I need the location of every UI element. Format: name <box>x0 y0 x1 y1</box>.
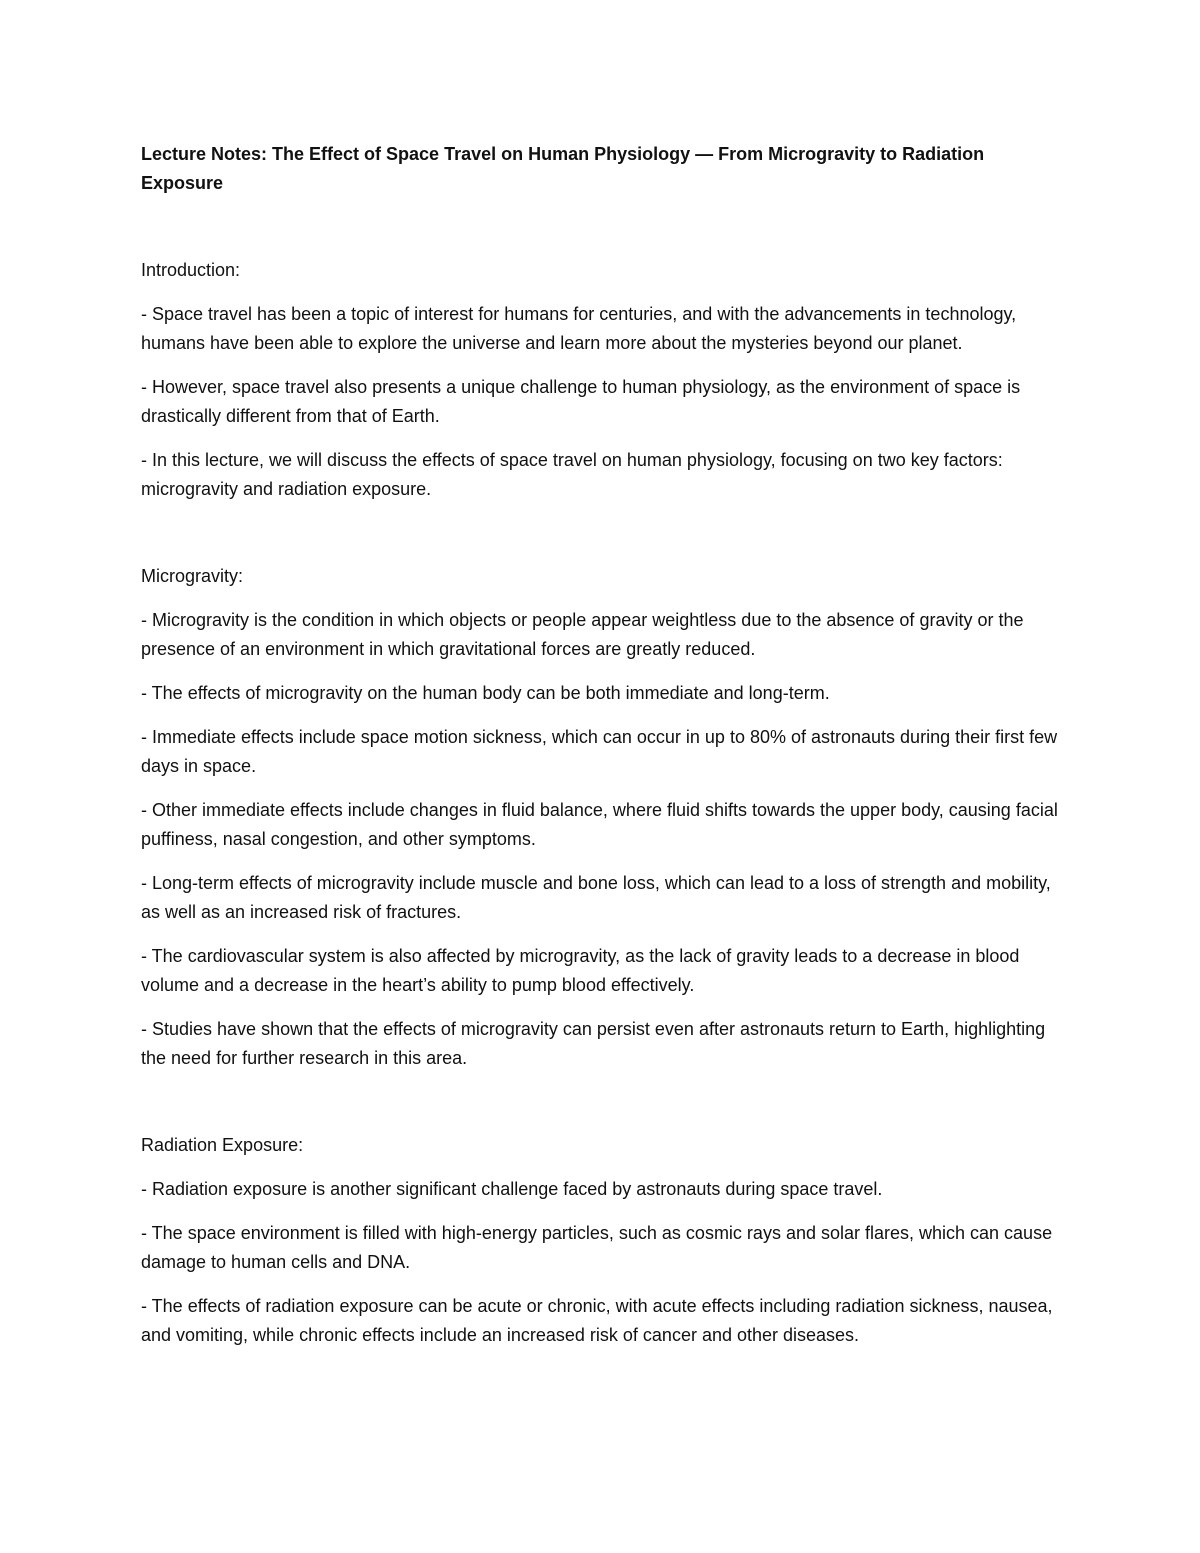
bullet-item: - Long-term effects of microgravity include muscle and bone loss, which can lead to a loss of strength and mobility, as well as an increased risk of fractures. <box>141 873 1051 922</box>
bullet-item: - The space environment is filled with high-energy particles, such as cosmic rays and solar flares, which can cause damage to human cells and DNA. <box>141 1223 1053 1272</box>
bullet-item: - In this lecture, we will discuss the effects of space travel on human physiology, focusing on two key factors: microgravity and radiation exposure. <box>141 450 1003 499</box>
bullet-item: - Studies have shown that the effects of microgravity can persist even after astronauts return to Earth, highlighting the need for further research in this area. <box>141 1019 1046 1068</box>
section-heading: Introduction: <box>141 260 241 280</box>
section-introduction <box>141 256 1061 504</box>
bullet-item: - Microgravity is the condition in which objects or people appear weightless due to the absence of gravity or the presence of an environment in which gravitational forces are greatly reduced. <box>141 610 1024 659</box>
bullet-item: - Space travel has been a topic of interest for humans for centuries, and with the advancements in technology, humans have been able to explore the universe and learn more about the mysteries beyond our planet. <box>141 304 1017 353</box>
section-radiation-exposure <box>141 1131 1061 1350</box>
bullet-item: - The cardiovascular system is also affected by microgravity, as the lack of gravity leads to a decrease in blood volume and a decrease in the heart’s ability to pump blood effectively. <box>141 946 1020 995</box>
bullet-item: - However, space travel also presents a unique challenge to human physiology, as the environment of space is drastically different from that of Earth. <box>141 377 1021 426</box>
bullet-item: - The effects of radiation exposure can be acute or chronic, with acute effects including radiation sickness, nausea, and vomiting, while chronic effects include an increased risk of cancer and other diseases. <box>141 1296 1053 1345</box>
section-heading: Radiation Exposure: <box>141 1135 304 1155</box>
bullet-item: - Radiation exposure is another significant challenge faced by astronauts during space travel. <box>141 1179 883 1199</box>
bullet-item: - The effects of microgravity on the human body can be both immediate and long-term. <box>141 683 830 703</box>
section-microgravity <box>141 562 1061 1073</box>
document-title: Lecture Notes: The Effect of Space Travel on Human Physiology — From Microgravity to Radiation Exposure <box>141 144 985 193</box>
bullet-item: - Other immediate effects include changes in fluid balance, where fluid shifts towards the upper body, causing facial puffiness, nasal congestion, and other symptoms. <box>141 800 1058 849</box>
section-heading: Microgravity: <box>141 566 244 586</box>
document-body <box>141 140 1061 1408</box>
bullet-item: - Immediate effects include space motion sickness, which can occur in up to 80% of astronauts during their first few days in space. <box>141 727 1058 776</box>
